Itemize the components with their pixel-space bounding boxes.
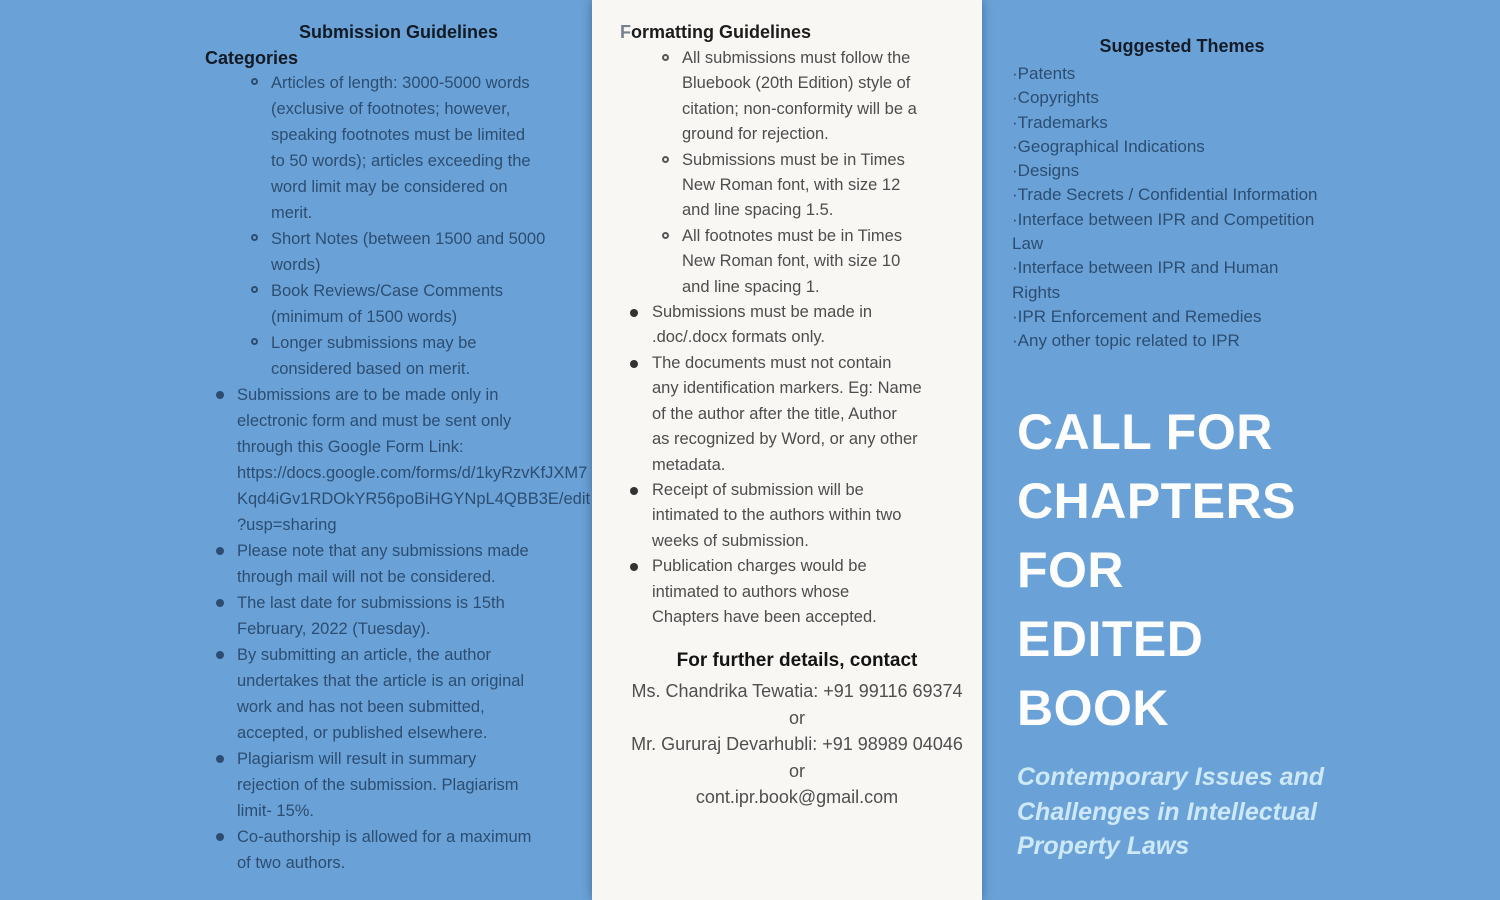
submission-rule-item (205, 824, 592, 876)
contact-line: cont.ipr.book@gmail.com (695, 787, 899, 808)
formatting-main-item (620, 554, 962, 630)
theme-item (1012, 256, 1352, 305)
contact-lines (620, 678, 974, 811)
theme-text: ·Copyrights (1012, 88, 1099, 108)
category-list-item (205, 330, 592, 382)
submission-guidelines-title: Submission Guidelines (298, 22, 499, 42)
category-list-item (205, 226, 592, 278)
formatting-guidelines-title: Formatting Guidelines (620, 22, 812, 42)
submission-rule-item (205, 538, 592, 590)
formatting-main-item (620, 300, 962, 351)
formatting-sub-list (620, 46, 962, 300)
submission-rule-item (205, 642, 592, 746)
bullet-icon (216, 599, 224, 607)
theme-item (1012, 329, 1352, 353)
contact-line: or (788, 707, 805, 728)
theme-text: ·Designs (1012, 161, 1080, 181)
circle-bullet-icon (662, 232, 669, 239)
formatting-main-item (620, 351, 962, 478)
bullet-icon (630, 487, 638, 495)
submission-rule-text: By submitting an article, the author undertakes that the article is an original work and has not been submitted, accepted, or published elsewhere. (237, 646, 525, 742)
category-item-text: Short Notes (between 1500 and 5000 words) (271, 230, 546, 274)
circle-bullet-icon (251, 78, 258, 85)
call-for-chapters-title-line: CHAPTERS (1017, 473, 1297, 529)
submission-rule-text: Plagiarism will result in summary rejection of the submission. Plagiarism limit- 15%. (237, 750, 519, 820)
categories-label: Categories (205, 48, 299, 68)
theme-item (1012, 183, 1352, 207)
category-item-text: Articles of length: 3000-5000 words (exclusive of footnotes; however, speaking footnotes must be limited to 50 words); articles exceeding the word limit may be considered on merit. (271, 74, 531, 222)
submission-rule-item (205, 382, 592, 538)
circle-bullet-icon (251, 286, 258, 293)
formatting-main-text: The documents must not contain any identification markers. Eg: Name of the author after the title, Author as recognized by Word, or any other metadata. (652, 353, 922, 474)
formatting-sub-item (620, 224, 962, 300)
bullet-icon (216, 391, 224, 399)
bullet-icon (630, 360, 638, 368)
formatting-sub-text: All submissions must follow the Bluebook (20th Edition) style of citation; non-conformity will be a ground for rejection. (682, 49, 917, 144)
formatting-sub-text: All footnotes must be in Times New Roman font, with size 10 and line spacing 1. (682, 226, 903, 296)
submission-rules-list (205, 382, 592, 876)
theme-item (1012, 86, 1352, 110)
category-list-item (205, 278, 592, 330)
contact-line: or (788, 760, 805, 781)
call-for-chapters-title (1017, 398, 1477, 743)
left-panel (0, 0, 592, 900)
submission-rule-text: Co-authorship is allowed for a maximum of two authors. (237, 828, 532, 872)
contact-line: Ms. Chandrika Tewatia: +91 99116 69374 (631, 681, 963, 702)
theme-text: ·Any other topic related to IPR (1012, 331, 1240, 351)
theme-text: ·IPR Enforcement and Remedies (1012, 306, 1262, 326)
theme-item (1012, 305, 1352, 329)
bullet-icon (216, 755, 224, 763)
themes-list (1012, 62, 1352, 354)
bullet-icon (630, 309, 638, 317)
theme-item (1012, 159, 1352, 183)
bullet-icon (216, 547, 224, 555)
category-item-text: Book Reviews/Case Comments (minimum of 1500 words) (271, 282, 503, 326)
bullet-icon (216, 651, 224, 659)
formatting-main-text: Receipt of submission will be intimated to the authors within two weeks of submission. (652, 480, 902, 550)
circle-bullet-icon (662, 156, 669, 163)
call-for-chapters-title-line: BOOK (1017, 680, 1169, 736)
formatting-main-list (620, 300, 962, 630)
bullet-icon (216, 833, 224, 841)
category-item-text: Longer submissions may be considered based on merit. (271, 334, 477, 378)
category-list (205, 70, 592, 382)
theme-text: ·Geographical Indications (1012, 136, 1205, 156)
middle-panel (592, 0, 982, 900)
theme-text: ·Interface between IPR and Competition Law (1012, 209, 1315, 254)
contact-section (620, 648, 974, 811)
submission-rule-item (205, 746, 592, 824)
category-list-item (205, 70, 592, 226)
circle-bullet-icon (251, 234, 258, 241)
formatting-main-item (620, 478, 962, 554)
call-for-chapters-title-line: FOR (1017, 542, 1125, 598)
theme-item (1012, 62, 1352, 86)
submission-rule-text: Please note that any submissions made through mail will not be considered. (237, 542, 529, 586)
formatting-sub-item (620, 148, 962, 224)
formatting-sub-item (620, 46, 962, 148)
theme-text: ·Trademarks (1012, 112, 1108, 132)
right-panel (982, 0, 1500, 900)
suggested-themes-title: Suggested Themes (1099, 36, 1265, 56)
theme-text: ·Trade Secrets / Confidential Information (1012, 185, 1318, 205)
theme-text: ·Patents (1012, 64, 1076, 83)
contact-heading: For further details, contact (676, 650, 918, 672)
theme-item (1012, 111, 1352, 135)
circle-bullet-icon (251, 338, 258, 345)
submission-rule-text: Submissions are to be made only in electronic form and must be sent only through this Google Form Link: https://docs.google.com/forms/d/1kyRzvKfJXM7Kqd4iGv1RDOkYR56poBiHGYNpL4QBB3E/edit?usp=sharing (237, 386, 591, 534)
formatting-main-text: Publication charges would be intimated to authors whose Chapters have been accepted. (652, 557, 877, 626)
book-subtitle: Contemporary Issues and Challenges in Intellectual Property Laws (1017, 763, 1325, 860)
submission-rule-item (205, 590, 592, 642)
formatting-main-text: Submissions must be made in .doc/.docx formats only. (652, 303, 873, 347)
submission-rule-text: The last date for submissions is 15th February, 2022 (Tuesday). (237, 594, 505, 638)
theme-item (1012, 135, 1352, 159)
call-for-chapters-title-line: CALL FOR (1017, 404, 1273, 460)
call-for-chapters-title-line: EDITED (1017, 611, 1204, 667)
circle-bullet-icon (662, 54, 669, 61)
theme-text: ·Interface between IPR and Human Rights (1012, 258, 1279, 302)
bullet-icon (630, 563, 638, 571)
contact-line: Mr. Gururaj Devarhubli: +91 98989 04046 (631, 734, 963, 755)
theme-item (1012, 208, 1352, 257)
formatting-sub-text: Submissions must be in Times New Roman font, with size 12 and line spacing 1.5. (682, 150, 905, 220)
